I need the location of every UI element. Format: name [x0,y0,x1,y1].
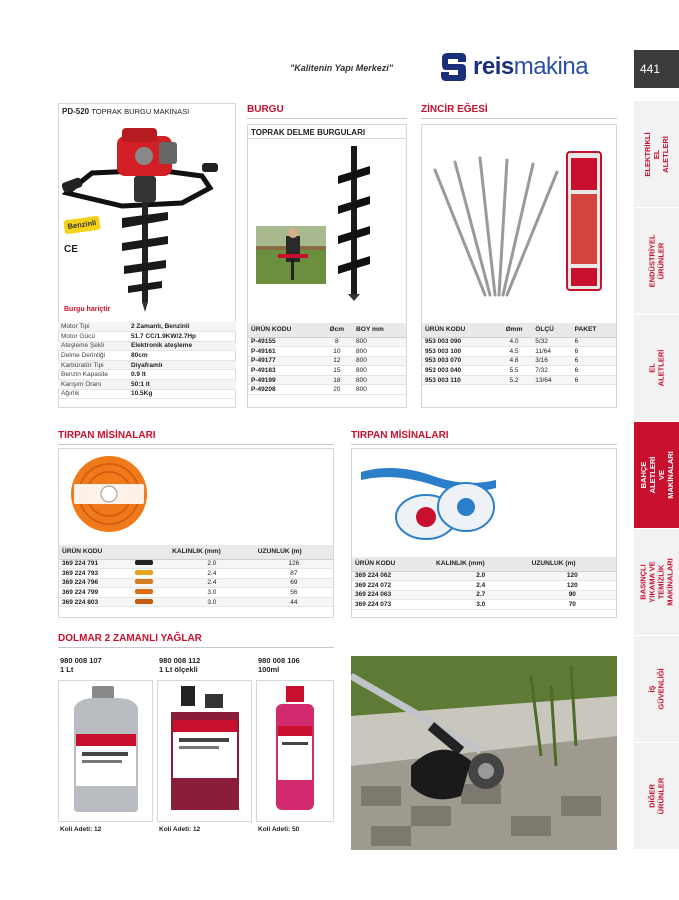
tab-label: ELEKTRİKLİ EL ALETLERİ [643,131,670,177]
product-code: PD-520 [62,107,90,116]
cell: 4.0 [496,337,532,347]
product-size: 100ml [258,665,280,674]
line-swatch [132,569,170,579]
spec-value: 2 Zamanlı, Benzinli [128,322,236,332]
cell: 2.7 [433,590,529,600]
oil-product-1 [60,656,102,674]
burgu-makinasi-specs [58,322,236,399]
table-row [422,375,616,385]
column-header: BOY mm [353,323,406,337]
table-row [248,366,406,376]
tirpan-right-section-title: TIRPAN MİSİNALARI [351,430,449,441]
line-swatch [132,559,170,569]
cell: 5.2 [496,375,532,385]
line-color-swatch [135,570,153,575]
spec-row [58,370,236,380]
spec-row [58,332,236,342]
line-color-swatch [135,599,153,604]
column-header: ÜRÜN KODU [352,557,433,571]
column-header: ÜRÜN KODU [422,323,496,337]
tab-label: DİĞER ÜRÜNLER [647,777,666,815]
cell: 44 [255,597,333,607]
line-color-swatch [135,560,153,565]
cell: 953 003 070 [422,356,496,366]
cell: 18 [321,375,353,385]
zincir-egesi-section-title: ZİNCİR EĞESİ [421,104,488,115]
column-header: ÜRÜN KODU [248,323,321,337]
reismakina-logo-icon [436,50,470,84]
cell: 800 [353,356,406,366]
tab-el-aletleri[interactable] [634,314,679,421]
tab-label: EL ALETLERİ [647,349,666,387]
burgu-haric-note: Burgu hariçtir [64,306,111,313]
cell: 69 [255,578,333,588]
cell: 2.4 [169,578,255,588]
tab-label: İŞ GÜVENLİĞİ [647,668,666,710]
column-header [132,545,170,559]
cell: 5/32 [532,337,571,347]
cell: 369 224 073 [352,600,433,610]
spec-key: Delme Derinliği [58,351,128,361]
spec-row [58,351,236,361]
spec-key: Motor Gücü [58,332,128,342]
cell: P-49177 [248,356,321,366]
burgu-table [248,323,406,395]
field-worker-photo [256,226,326,284]
cell: 3.0 [433,600,529,610]
table-row [352,571,616,581]
cell: 20 [321,385,353,395]
spec-value: 51.7 CC/1.9KW/2.7Hp [128,332,236,342]
oil-bottle-measured-image [165,686,245,814]
cell: 90 [529,590,616,600]
cell: 369 224 791 [59,559,132,569]
divider [351,444,617,445]
cell: 6 [572,366,616,376]
tab-label: BAHÇE ALETLERİ VE MAKİNALARI [638,451,675,499]
cell: 369 224 799 [59,588,132,598]
spec-key: Ağırlık [58,389,128,399]
koli-2: Koli Adeti: 12 [159,826,201,833]
divider [248,138,406,139]
page-number: 441 [634,50,679,88]
tab-label: ENDÜSTRİYEL ÜRÜNLER [647,234,666,288]
cell: 120 [529,571,616,581]
spec-value: 80cm [128,351,236,361]
column-header: Ømm [496,323,532,337]
tab-bahce-aletleri[interactable] [634,421,679,528]
table-row [422,337,616,347]
product-name: TOPRAK BURGU MAKİNASI [91,107,190,116]
line-color-swatch [135,579,153,584]
spec-row [58,380,236,390]
cell: 4.8 [496,356,532,366]
cell: P-49199 [248,375,321,385]
spec-key: Motor Tipi [58,322,128,332]
cell: 7/32 [532,366,571,376]
table-row [59,578,333,588]
cell: 369 224 803 [59,597,132,607]
table-row [352,600,616,610]
cell: 369 224 072 [352,581,433,591]
cell: 11/64 [532,347,571,357]
oil-product-3 [258,656,300,674]
ce-mark: CE [64,244,78,255]
table-row [59,559,333,569]
cell: 3.0 [169,597,255,607]
product-size: 1 Lt [60,665,74,674]
spec-value: Elektronik ateşleme [128,341,236,351]
cell: 6 [572,347,616,357]
line-swatch [132,588,170,598]
cell: 369 224 793 [59,569,132,579]
divider [58,444,334,445]
cell: 6 [572,375,616,385]
trimmer-line-packs-image [356,452,506,547]
tirpan-left-section-title: TIRPAN MİSİNALARI [58,430,156,441]
table-row [248,375,406,385]
cell: 800 [353,366,406,376]
spec-value: 10.5Kg [128,389,236,399]
cell: 3.0 [169,588,255,598]
benzinli-badge: Benzinli [63,216,101,235]
cell: 12 [321,356,353,366]
spec-value: Diyaframlı [128,360,236,370]
spec-row [58,360,236,370]
cell: 953 003 090 [422,337,496,347]
column-header: ÖLÇÜ [532,323,571,337]
spec-key: Benzin Kapasite [58,370,128,380]
yaglar-section-title: DOLMAR 2 ZAMANLI YAĞLAR [58,633,202,644]
zincir-egesi-table [422,323,616,385]
cell: 126 [255,559,333,569]
oil-product-2 [159,656,200,674]
table-row [248,356,406,366]
cell: 2.0 [433,571,529,581]
tirpan-right-table [352,557,616,610]
spec-key: Karışım Oranı [58,380,128,390]
table-header [59,545,333,559]
spec-value: 0.9 lt [128,370,236,380]
cell: 2.4 [169,569,255,579]
cell: P-49208 [248,385,321,395]
chain-file-set-image [425,150,615,310]
table-row [422,347,616,357]
cell: 87 [255,569,333,579]
cell: 800 [353,385,406,395]
cell: 5.5 [496,366,532,376]
tirpan-left-table [59,545,333,607]
spec-row [58,322,236,332]
earth-auger-machine-image [62,118,232,313]
table-row [422,356,616,366]
logo-reis: reis [473,53,514,80]
logo-makina: makina [513,53,589,80]
cell: 800 [353,347,406,357]
tab-label: BASINÇLI YIKAMA VE TEMİZLİK MAKİNALARI [638,558,675,606]
spec-row [58,389,236,399]
tab-elektrikli-el-aletleri[interactable] [634,100,679,207]
table-row [352,590,616,600]
table-header [422,323,616,337]
product-size: 1 Lt ölçekli [159,665,198,674]
cell: 369 224 062 [352,571,433,581]
cell: 953 003 040 [422,366,496,376]
table-row [59,569,333,579]
cell: 800 [353,375,406,385]
tab-basincli-yikama[interactable] [634,528,679,635]
line-color-swatch [135,589,153,594]
divider [247,118,407,119]
burgu-section-title: BURGU [247,104,284,115]
koli-3: Koli Adeti: 50 [258,826,300,833]
divider [421,118,617,119]
cell: 120 [529,581,616,591]
table-row [422,366,616,376]
cell: 13/64 [532,375,571,385]
spec-value: 50:1 lt [128,380,236,390]
cell: 369 224 063 [352,590,433,600]
table-row [59,597,333,607]
logo-wordmark [473,53,588,81]
table-header [248,323,406,337]
column-header: UZUNLUK (m) [529,557,616,571]
cell: 369 224 796 [59,578,132,588]
cell: 8 [321,337,353,347]
table-row [59,588,333,598]
cell: 953 003 110 [422,375,496,385]
oil-bottle-100ml-image [264,686,326,814]
table-header [352,557,616,571]
table-row [352,581,616,591]
cell: 10 [321,347,353,357]
tab-is-guvenligi[interactable] [634,635,679,742]
column-header: UZUNLUK (m) [255,545,333,559]
burgu-box-title: TOPRAK DELME BURGULARI [251,128,366,137]
cell: P-49155 [248,337,321,347]
table-row [248,347,406,357]
burgu-makinasi-title [62,107,189,116]
spec-key: Karbüratör Tipi [58,360,128,370]
cell: 6 [572,356,616,366]
oil-bottle-1l-image [66,686,146,814]
trimmer-in-use-photo [351,656,617,850]
cell: 56 [255,588,333,598]
column-header: PAKET [572,323,616,337]
spec-key: Ateşleme Şekli [58,341,128,351]
line-swatch [132,597,170,607]
line-swatch [132,578,170,588]
trimmer-line-spool-image [64,452,154,537]
cell: 2.4 [433,581,529,591]
cell: P-49183 [248,366,321,376]
cell: 70 [529,600,616,610]
spec-row [58,341,236,351]
tab-diger-urunler[interactable] [634,742,679,849]
product-code: 980 008 106 [258,656,300,665]
slogan: "Kalitenin Yapı Merkezi" [290,63,394,73]
divider [58,647,334,648]
column-header: ÜRÜN KODU [59,545,132,559]
cell: 800 [353,337,406,347]
cell: 6 [572,337,616,347]
tab-endustriyel-urunler[interactable] [634,207,679,314]
column-header: KALINLIK (mm) [169,545,255,559]
column-header: Øcm [321,323,353,337]
table-row [248,385,406,395]
cell: 4.5 [496,347,532,357]
product-code: 980 008 107 [60,656,102,665]
cell: P-49161 [248,347,321,357]
cell: 3/16 [532,356,571,366]
koli-1: Koli Adeti: 12 [60,826,102,833]
cell: 953 003 100 [422,347,496,357]
column-header: KALINLIK (mm) [433,557,529,571]
product-code: 980 008 112 [159,656,201,665]
cell: 15 [321,366,353,376]
table-row [248,337,406,347]
auger-drill-bit-image [336,146,372,301]
cell: 2.0 [169,559,255,569]
